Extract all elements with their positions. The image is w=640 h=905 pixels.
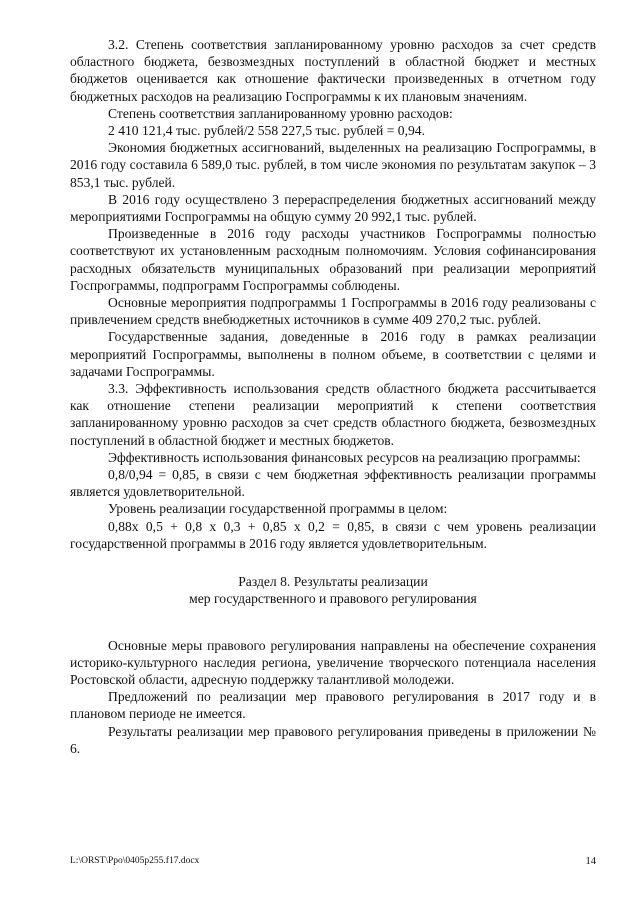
paragraph-subprogram: Основные мероприятия подпрограммы 1 Госпрограммы в 2016 году реализованы с привлечением средств внебюджетных источников в сумме 409 270,2 тыс. рублей.: [70, 295, 596, 328]
page-number: 14: [585, 856, 596, 867]
paragraph-proposals: Предложений по реализации мер правового регулирования в 2017 году и в плановом периоде не имеется.: [70, 689, 596, 722]
paragraph-level-formula: 0,88х 0,5 + 0,8 х 0,3 + 0,85 х 0,2 = 0,85, в связи с чем уровень реализации государственной программы в 2016 году является удовлетворительным.: [70, 518, 596, 551]
paragraph-degree-formula: 2 410 121,4 тыс. рублей/2 558 227,5 тыс. рублей = 0,94.: [108, 123, 425, 139]
paragraph-efficiency-label: Эффективность использования финансовых ресурсов на реализацию программы:: [108, 449, 581, 465]
footer-file-path: L:\ORST\Ppo\0405p255.f17.docx: [70, 856, 200, 866]
document-body: [70, 36, 596, 757]
paragraph-3-3: 3.3. Эффективность использования средств областного бюджета рассчитывается как отношение степени реализации мероприятий к степени соответствия запланированному уровню расходов за счет средств областного бюджета, безвозмездных поступлений в областной бюджет и местных бюджетов.: [70, 381, 596, 448]
paragraph-redistribution: В 2016 году осуществлено 3 перераспределения бюджетных ассигнований между мероприятиями Госпрограммы на общую сумму 20 992,1 тыс. рублей.: [70, 191, 596, 225]
paragraph-level-label: Уровень реализации государственной программы в целом:: [108, 501, 448, 517]
section-title-line2: мер государственного и правового регулирования: [189, 591, 477, 607]
paragraph-expenses: Произведенные в 2016 году расходы участников Госпрограммы полностью соответствуют их установленным расходным полномочиям. Условия софинансирования расходных обязательств муниципальных образований при реализации мероприятий Госпрограммы, подпрограмм Госпрограммы соблюдены.: [70, 226, 596, 293]
paragraph-legal-measures: Основные меры правового регулирования направлены на обеспечение сохранения историко-культурного наследия региона, увеличение творческого потенциала населения Ростовской области, адресную поддержку талантливой молодежи.: [70, 637, 596, 687]
paragraph-state-tasks: Государственные задания, доведенные в 2016 году в рамках реализации мероприятий Госпрограммы, выполнены в полном объеме, в соответствии с целями и задачами Госпрограммы.: [70, 329, 596, 379]
section-title-line1: Раздел 8. Результаты реализации: [238, 574, 428, 590]
section-title: [70, 573, 596, 607]
paragraph-economy: Экономия бюджетных ассигнований, выделенных на реализацию Госпрограммы, в 2016 году составила 6 589,0 тыс. рублей, в том числе экономия по результатам закупок – 3 853,1 тыс. рублей.: [70, 140, 596, 190]
paragraph-results-appendix: Результаты реализации мер правового регулирования приведены в приложении № 6.: [70, 723, 596, 756]
paragraph-efficiency-formula: 0,8/0,94 = 0,85, в связи с чем бюджетная эффективность реализации программы является удовлетворительной.: [70, 467, 596, 500]
paragraph-degree-label: Степень соответствия запланированному уровню расходов:: [108, 105, 453, 121]
paragraph-3-2: 3.2. Степень соответствия запланированному уровню расходов за счет средств областного бюджета, безвозмездных поступлений в областной бюджет и местных бюджетов оценивается как отношение фактически произведенных в отчетном году бюджетных расходов на реализацию Госпрограммы к их плановым значениям.: [70, 37, 596, 104]
